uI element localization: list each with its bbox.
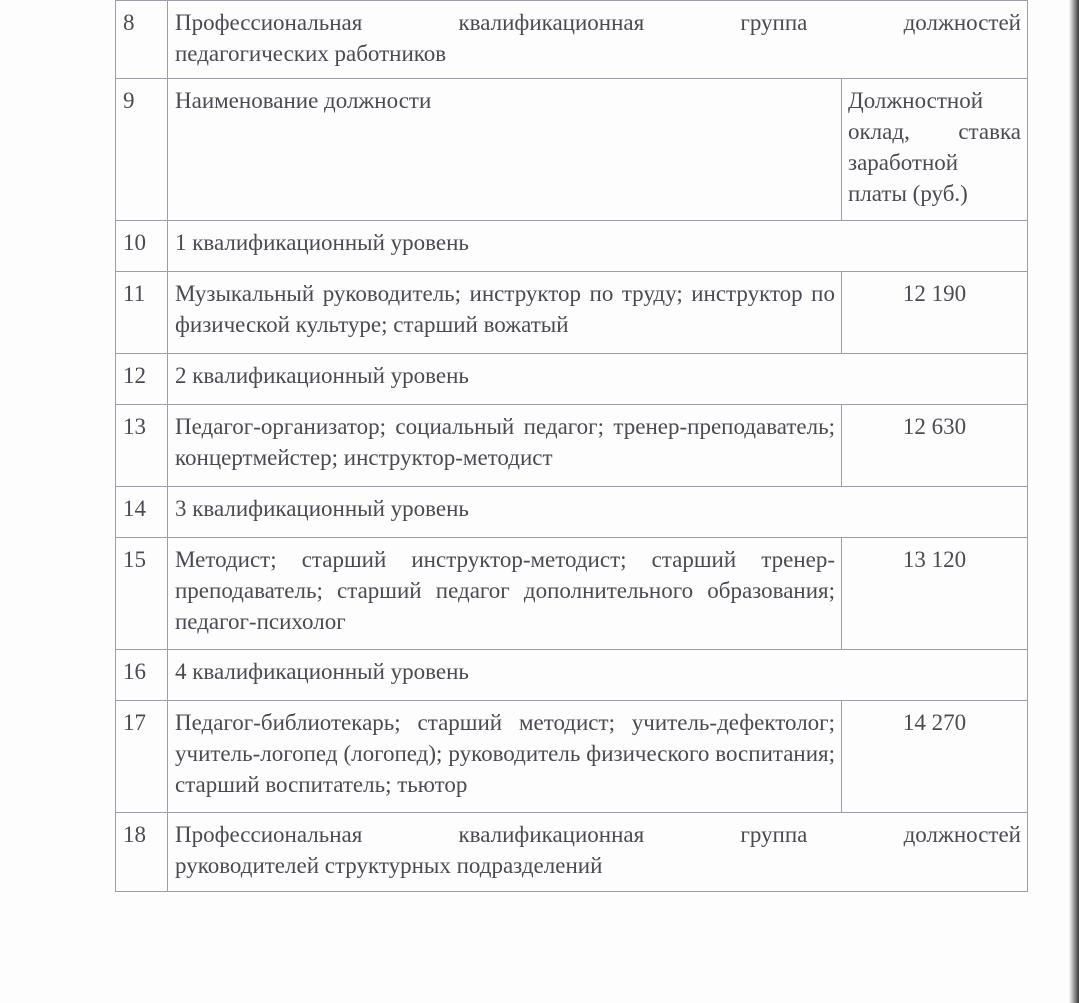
salary-value: 12 190 xyxy=(842,272,1028,354)
table-row xyxy=(116,1,1028,79)
group-title-line1: Профессиональная квалификационная группа должностей xyxy=(175,10,1021,35)
group-title xyxy=(168,1,1028,79)
row-number: 16 xyxy=(116,650,168,701)
table-row xyxy=(116,405,1028,487)
group-title-line2: руководителей структурных подразделений xyxy=(175,853,603,878)
group-title-line2: педагогических работников xyxy=(175,41,447,66)
group-title xyxy=(168,813,1028,892)
row-number: 11 xyxy=(116,272,168,354)
group-title-line1: Профессиональная квалификационная группа должностей xyxy=(175,822,1021,847)
position-names: Педагог-организатор; социальный педагог; тренер-преподаватель; концертмейстер; инструктор-методист xyxy=(168,405,842,487)
table-row xyxy=(116,701,1028,813)
table-row xyxy=(116,538,1028,650)
row-number: 12 xyxy=(116,354,168,405)
row-number: 17 xyxy=(116,701,168,813)
table-row xyxy=(116,813,1028,892)
salary-table xyxy=(115,0,1028,892)
row-number: 13 xyxy=(116,405,168,487)
column-header-salary: Должностной оклад, ставка заработной платы (руб.) xyxy=(842,79,1028,221)
column-header-position: Наименование должности xyxy=(168,79,842,221)
position-names: Методист; старший инструктор-методист; старший тренер-преподаватель; старший педагог дополнительного образования; педагог-психолог xyxy=(168,538,842,650)
row-number: 14 xyxy=(116,487,168,538)
row-number: 15 xyxy=(116,538,168,650)
scan-edge-shadow xyxy=(1069,0,1079,1003)
position-names: Педагог-библиотекарь; старший методист; учитель-дефектолог; учитель-логопед (логопед); руководитель физического воспитания; старший воспитатель; тьютор xyxy=(168,701,842,813)
qualification-level: 2 квалификационный уровень xyxy=(168,354,1028,405)
qualification-level: 3 квалификационный уровень xyxy=(168,487,1028,538)
row-number: 18 xyxy=(116,813,168,892)
row-number: 8 xyxy=(116,1,168,79)
table-row xyxy=(116,79,1028,221)
salary-value: 12 630 xyxy=(842,405,1028,487)
salary-value: 13 120 xyxy=(842,538,1028,650)
row-number: 10 xyxy=(116,221,168,272)
position-names: Музыкальный руководитель; инструктор по труду; инструктор по физической культуре; старший вожатый xyxy=(168,272,842,354)
table-row xyxy=(116,354,1028,405)
salary-value: 14 270 xyxy=(842,701,1028,813)
table-row xyxy=(116,487,1028,538)
table-row xyxy=(116,221,1028,272)
qualification-level: 1 квалификационный уровень xyxy=(168,221,1028,272)
table-row xyxy=(116,272,1028,354)
row-number: 9 xyxy=(116,79,168,221)
qualification-level: 4 квалификационный уровень xyxy=(168,650,1028,701)
table-row xyxy=(116,650,1028,701)
